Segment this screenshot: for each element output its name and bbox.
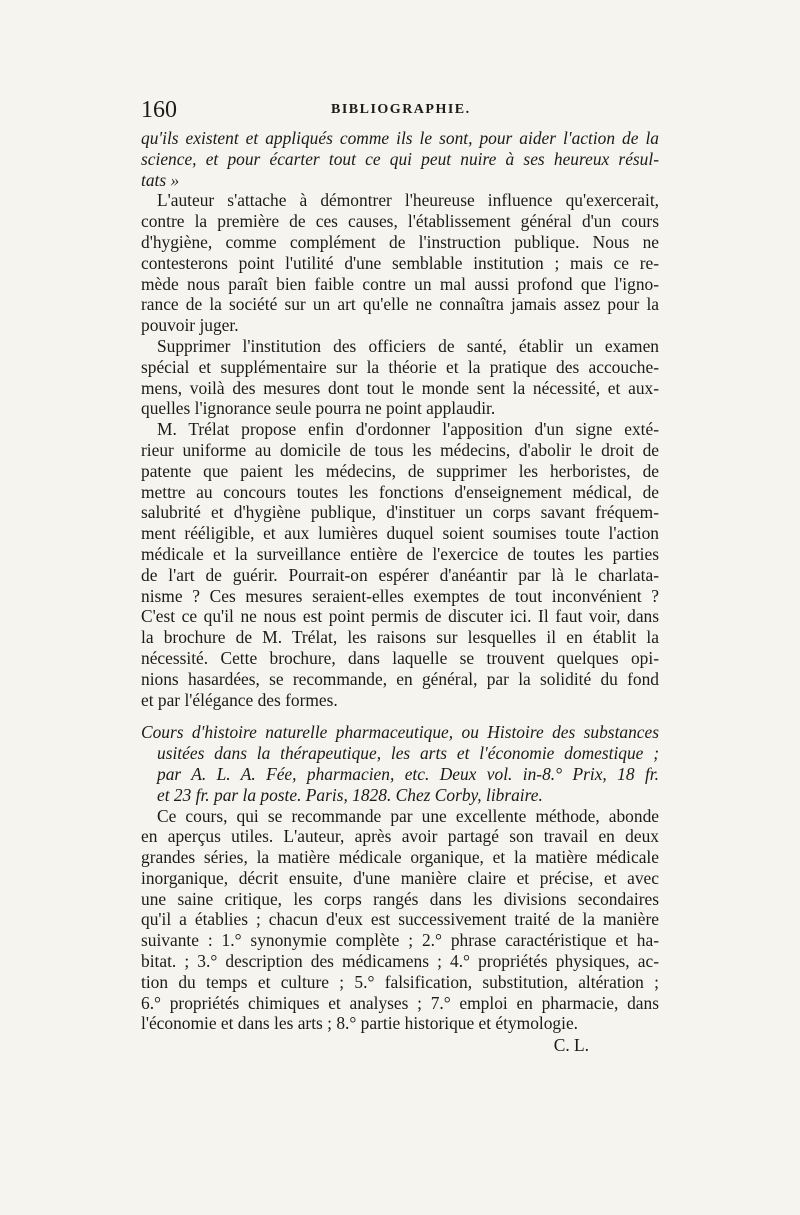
- text-line: contre la première de ces causes, l'établissement général d'un cours: [141, 211, 659, 232]
- text-line: science, et pour écarter tout ce qui peut nuire à ses heureux résul-: [141, 148, 659, 169]
- book-citation: [141, 722, 659, 805]
- citation-line: usitées dans la thérapeutique, les arts et l'économie domestique ;: [157, 743, 659, 764]
- author-signature: C. L.: [553, 1035, 589, 1056]
- text-line: bitat. ; 3.° description des médicamens ; 4.° propriétés physiques, ac-: [141, 951, 659, 972]
- text-line: nions hasardées, se recommande, en général, par la solidité du fond: [141, 668, 659, 689]
- text-line: inorganique, décrit ensuite, d'une manière claire et précise, et avec: [141, 867, 659, 888]
- running-title: BIBLIOGRAPHIE.: [331, 102, 471, 117]
- text-line: suivante : 1.° synonymie complète ; 2.° phrase caractéristique et ha-: [141, 930, 659, 951]
- page-body: [141, 128, 659, 1056]
- text-line: médicale et la surveillance entière de l'exercice de toutes les parties: [141, 543, 659, 564]
- text-line: C'est ce qu'il ne nous est point permis de discuter ici. Il faut voir, dans: [141, 606, 659, 627]
- text-line: mède nous paraît bien faible contre un mal aussi profond que l'igno-: [141, 273, 659, 294]
- text-line: qu'il a établies ; chacun d'eux est successivement traité de la manière: [141, 909, 659, 930]
- text-line: mettre au concours toutes les fonctions d'enseignement médical, de: [141, 481, 659, 502]
- text-line: et par l'élégance des formes.: [141, 689, 338, 710]
- citation-line: et 23 fr. par la poste. Paris, 1828. Chez Corby, libraire.: [157, 784, 543, 805]
- review-paragraph: [141, 806, 659, 1057]
- text-line: salubrité et d'hygiène publique, d'instituer un corps savant fréquem-: [141, 502, 659, 523]
- text-line: la brochure de M. Trélat, les raisons sur lesquelles il en établit la: [141, 627, 659, 648]
- text-line: Ce cours, qui se recommande par une excellente méthode, abonde: [157, 805, 659, 826]
- text-line: grandes séries, la matière médicale organique, et la matière médicale: [141, 847, 659, 868]
- citation-line: par A. L. A. Fée, pharmacien, etc. Deux vol. in-8.° Prix, 18 fr.: [157, 763, 659, 784]
- text-line: M. Trélat propose enfin d'ordonner l'apposition d'un signe exté-: [157, 419, 659, 440]
- text-line: quelles l'ignorance seule pourra ne point applaudir.: [141, 398, 496, 419]
- text-line: tats »: [141, 169, 180, 190]
- text-line: rieur uniforme au domicile de tous les médecins, d'abolir le droit de: [141, 439, 659, 460]
- text-line: qu'ils existent et appliqués comme ils le sont, pour aider l'action de la: [141, 128, 659, 148]
- text-line: nisme ? Ces mesures seraient-elles exemptes de tout inconvénient ?: [141, 585, 659, 606]
- text-line: contesterons point l'utilité d'une semblable institution ; mais ce re-: [141, 252, 659, 273]
- text-line: en aperçus utiles. L'auteur, après avoir partagé son travail en deux: [141, 826, 659, 847]
- text-line: tion du temps et culture ; 5.° falsification, substitution, altération ;: [141, 971, 659, 992]
- text-line: patente que paient les médecins, de supprimer les herboristes, de: [141, 460, 659, 481]
- text-line: rance de la société sur un art qu'elle ne connaîtra jamais assez pour la: [141, 294, 659, 315]
- text-line: mens, voilà des mesures dont tout le monde sent la nécessité, et aux-: [141, 377, 659, 398]
- text-line: spécial et supplémentaire sur la théorie et la pratique des accouche-: [141, 356, 659, 377]
- text-line: L'auteur s'attache à démontrer l'heureuse influence qu'exercerait,: [157, 190, 659, 211]
- text-line: l'économie et dans les arts ; 8.° partie historique et étymologie.: [141, 1013, 579, 1034]
- text-line: de l'art de guérir. Pourrait-on espérer d'anéantir par là le charlata-: [141, 564, 659, 585]
- paragraph: [141, 336, 659, 419]
- page-header: [141, 96, 659, 126]
- text-line: ment rééligible, et aux lumières duquel soient soumises toute l'action: [141, 523, 659, 544]
- section-gap: [141, 710, 659, 722]
- text-line: Supprimer l'institution des officiers de santé, établir un examen: [157, 335, 659, 356]
- citation-line: Cours d'histoire naturelle pharmaceutique, ou Histoire des substances: [141, 722, 659, 743]
- text-line: d'hygiène, comme complément de l'instruction publique. Nous ne: [141, 231, 659, 252]
- text-line: nécessité. Cette brochure, dans laquelle se trouvent quelques opi-: [141, 647, 659, 668]
- page-number: 160: [141, 97, 177, 123]
- text-line: 6.° propriétés chimiques et analyses ; 7.° emploi en pharmacie, dans: [141, 992, 659, 1013]
- text-line: pouvoir juger.: [141, 315, 239, 336]
- text-line: une saine critique, les corps rangés dans les divisions secondaires: [141, 888, 659, 909]
- paragraph: [141, 419, 659, 710]
- paragraph: [141, 190, 659, 336]
- quotation-paragraph: [141, 128, 659, 190]
